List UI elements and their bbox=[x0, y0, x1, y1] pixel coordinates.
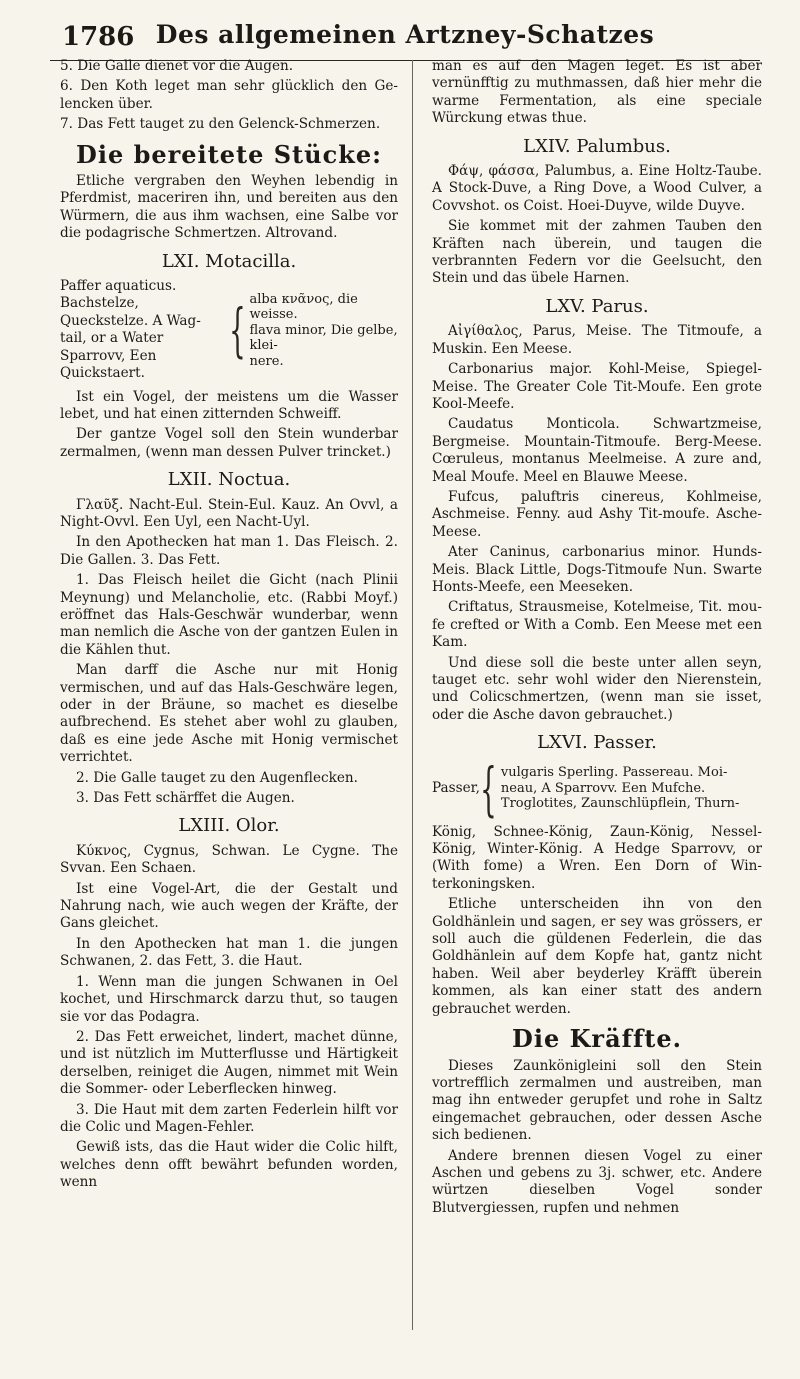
synonym-variants bbox=[249, 292, 398, 370]
paragraph: 3. Die Haut mit dem zarten Federlein hilft vor die Colic und Magen-Fehler. bbox=[60, 1101, 398, 1135]
synonym-names: Γλαῦξ. Nacht-Eul. Stein-Eul. Kauz. An Ovvl, a Night-Ovvl. Een Uyl, een Nacht-Uyl. bbox=[60, 496, 398, 530]
paragraph: 3. Das Fett schärffet die Augen. bbox=[76, 790, 295, 807]
section-heading-63: LXIII. Olor. bbox=[178, 815, 280, 837]
synonym-names: Αἰγίθαλος, Parus, Meise. The Titmoufe, a Muskin. Een Meese. bbox=[432, 323, 762, 357]
variant-line: vulgaris Sperling. Passereau. Moi- bbox=[500, 765, 728, 781]
page-year: 1786 bbox=[62, 22, 135, 52]
running-title: Des allgemeinen Artzney-Schatzes bbox=[155, 20, 655, 49]
variant-line: flava minor, Die gelbe, klei- bbox=[249, 322, 398, 354]
paragraph: Ist eine Vogel-Art, die der Gestalt und Nahrung nach, wie auch wegen der Kräfte, der Gans gleichet. bbox=[60, 880, 398, 932]
synonym-variants bbox=[501, 765, 740, 812]
left-column bbox=[60, 58, 398, 1195]
paragraph: Gewiß ists, das die Haut wider die Colic hilft, welches denn offt bewährt befunden worden, wenn bbox=[60, 1139, 398, 1191]
synonym-block bbox=[432, 754, 762, 823]
variant-line: neau, A Sparrovv. Een Mufche. bbox=[500, 780, 706, 796]
column-divider bbox=[412, 60, 413, 1330]
paragraph: man es auf den Magen leget. Es ist aber vernünfftig zu muthmassen, daß hier mehr die warme Fermentation, als eine speciale Würckung etwas thue. bbox=[432, 58, 762, 127]
section-heading-65: LXV. Parus. bbox=[545, 295, 649, 317]
page-header bbox=[50, 8, 760, 61]
paragraph: 2. Das Fett erweichet, lindert, machet dünne, und ist nützlich im Mutterflusse und Härtigkeit derselben, reiniget die Augen, nimmet mit Wein die Sommer- oder Leberflecken hinweg. bbox=[60, 1028, 398, 1098]
synonym-names: Paffer aquaticus. Bachstelze, Queckstelze. A Wag-tail, or a Water Sparrovv, Een Quickstaert. bbox=[60, 278, 201, 382]
paragraph: König, Schnee-König, Zaun-König, Nessel-König, Winter-König. A Hedge Sparrovv, or (With fome) a Wren. Een Dorn of Win-terkoningsken. bbox=[432, 823, 762, 892]
brace-glyph: { bbox=[228, 296, 246, 365]
synonym-names: Caudatus Monticola. Schwartzmeise, Bergmeise. Mountain-Titmoufe. Berg-Meese. Cœruleus, montanus Meelmeise. A zure and, Meal Moufe. Meel en Blauwe Meese. bbox=[432, 416, 762, 485]
variant-line: alba κνᾶνος, die weisse. bbox=[249, 291, 358, 323]
synonym-names: Criftatus, Strausmeise, Kotelmeise, Tit. mou-fe crefted or With a Comb. Een Meese met een Kam. bbox=[432, 599, 762, 651]
variant-line: Troglotites, Zaunschlüpflein, Thurn- bbox=[500, 796, 740, 812]
paragraph: Man darff die Asche nur mit Honig vermischen, und auf das Hals-Geschwäre legen, oder in der Bräune, so machet es dieselbe aufbrechend. Es stehet aber wohl zu glauben, daß es eine jede Asche mit Honig vermischet verrichtet. bbox=[60, 662, 398, 766]
item-line: 7. Das Fett tauget zu den Gelenck-Schmerzen. bbox=[60, 116, 381, 133]
section-heading-66: LXVI. Passer. bbox=[537, 732, 657, 754]
apothecary-line: In den Apothecken hat man 1. die jungen Schwanen, 2. das Fett, 3. die Haut. bbox=[60, 935, 398, 970]
item-line: 5. Die Galle dienet vor die Augen. bbox=[60, 58, 294, 74]
paragraph: Dieses Zaunkönigleini soll den Stein vortrefflich zermalmen und austreiben, man mag ihn entweder gerupfet und rohe in Saltz eingemachet gebrauchen, oder dessen Asche sich bedienen. bbox=[432, 1057, 762, 1144]
variant-line: nere. bbox=[249, 353, 284, 369]
paragraph: 2. Die Galle tauget zu den Augenflecken. bbox=[76, 769, 358, 786]
synonym-names: Φάψ, φάσσα, Palumbus, a. Eine Holtz-Taube. A Stock-Duve, a Ring Dove, a Wood Culver, a Covvshot. os Coist. Hoei-Duyve, wilde Duyve. bbox=[432, 163, 762, 214]
synonym-names: Κύκνος, Cygnus, Schwan. Le Cygne. The Svvan. Een Schaen. bbox=[60, 842, 398, 877]
brace-glyph: { bbox=[480, 754, 497, 823]
prepared-paragraph: Etliche vergraben den Weyhen lebendig in Pferdmist, maceriren ihn, und bereiten aus den Würmern, die aus ihm wachsen, eine Salbe vor die podagrische Schmertzen. Altrovand. bbox=[60, 173, 398, 242]
synonym-names: Ater Caninus, carbonarius minor. Hunds-Meis. Black Little, Dogs-Titmoufe Nun. Swarte Honts-Meefe, een Meeseken. bbox=[432, 544, 762, 595]
paragraph: 1. Wenn man die jungen Schwanen in Oel kochet, und Hirschmarck darzu thut, so taugen sie vor das Podagra. bbox=[60, 973, 398, 1025]
apothecary-line: In den Apothecken hat man 1. Das Fleisch. 2. Die Gallen. 3. Das Fett. bbox=[60, 534, 398, 568]
synonym-block bbox=[60, 278, 398, 382]
right-column bbox=[432, 58, 762, 1220]
prepared-heading: Die bereitete Stücke: bbox=[76, 139, 382, 169]
synonym-names: Fufcus, paluftris cinereus, Kohlmeise, Aschmeise. Fenny. aud Ashy Tit-moufe. Asche-Meese. bbox=[432, 488, 762, 540]
synonym-label: Passer, bbox=[432, 779, 480, 796]
section-heading-62: LXII. Noctua. bbox=[167, 469, 291, 491]
paragraph: Sie kommet mit der zahmen Tauben den Kräften nach überein, und taugen die verbrannten Federn vor die Geelsucht, den Stein und das übele Harnen. bbox=[432, 218, 762, 287]
paragraph: Andere brennen diesen Vogel zu einer Aschen und gebens zu 3j. schwer, etc. Andere würtzen dieselben Vogel sonder Blutvergiessen, rupfen und nehmen bbox=[432, 1147, 762, 1216]
synonym-names: Carbonarius major. Kohl-Meise, Spiegel-Meise. The Greater Cole Tit-Moufe. Een grote Kool-Meefe. bbox=[432, 361, 762, 412]
forces-heading: Die Kräffte. bbox=[512, 1024, 682, 1054]
paragraph: Ist ein Vogel, der meistens um die Wasser lebet, und hat einen zitternden Schweiff. bbox=[60, 388, 398, 422]
paragraph: Und diese soll die beste unter allen seyn, tauget etc. sehr wohl wider den Nierenstein, und Colicschmertzen, (wenn man sie isset, oder die Asche davon gebrauchet.) bbox=[432, 654, 762, 723]
paragraph: 1. Das Fleisch heilet die Gicht (nach Plinii Meynung) und Melancholie, etc. (Rabbi Moyf.) eröffnet das Hals-Geschwär wunderbar, wenn man nemlich die Asche von der gantzen Eulen in die Kählen thut. bbox=[60, 572, 398, 658]
item-line: 6. Den Koth leget man sehr glücklich den Ge-lencken über. bbox=[60, 78, 398, 112]
paragraph: Der gantze Vogel soll den Stein wunderbar zermalmen, (wenn man dessen Pulver trincket.) bbox=[60, 426, 398, 460]
section-heading-64: LXIV. Palumbus. bbox=[523, 135, 671, 157]
paragraph: Etliche unterscheiden ihn von den Goldhänlein und sagen, er sey was grössers, er soll auch die güldenen Federlein, die das Goldhänlein auf dem Kopfe hat, gantz nicht haben. Weil aber beyderley Kräfft überein kommen, als kan einer statt des andern gebrauchet werden. bbox=[432, 896, 762, 1017]
section-heading-61: LXI. Motacilla. bbox=[161, 250, 297, 272]
